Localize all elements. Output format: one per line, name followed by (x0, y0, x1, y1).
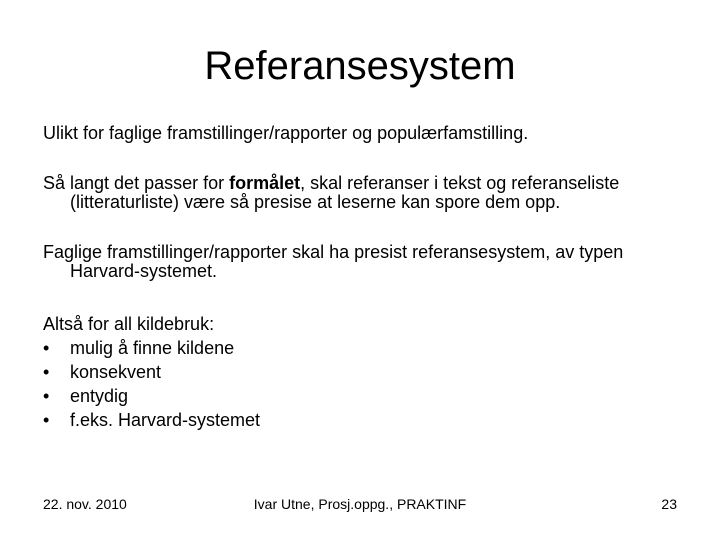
footer-page-number: 23 (661, 496, 677, 512)
footer-author: Ivar Utne, Prosj.oppg., PRAKTINF (253, 496, 467, 512)
slide-body (43, 124, 683, 432)
bullet-item (43, 336, 683, 360)
paragraph-2-post: , skal referanser i tekst og referanseliste (litteraturliste) være så presise at leserne kan spore dem opp. (70, 173, 620, 212)
bullet-item (43, 408, 683, 432)
paragraph-2-pre: Så langt det passer for (43, 173, 230, 193)
bullet-list (43, 336, 683, 432)
bullet-dot: • (43, 410, 50, 430)
bullet-dot: • (43, 338, 50, 358)
bullet-text: f.eks. Harvard-systemet (70, 410, 261, 430)
footer-date: 22. nov. 2010 (43, 496, 127, 512)
bullet-item (43, 384, 683, 408)
bullet-text: mulig å finne kildene (70, 338, 235, 358)
slide-title: Referansesystem (204, 44, 516, 88)
bullet-item (43, 360, 683, 384)
paragraph-1: Ulikt for faglige framstillinger/rapporter og populærfamstilling. (43, 123, 529, 143)
paragraph-4 (43, 312, 683, 432)
paragraph-2 (43, 174, 683, 212)
paragraph-2-bold: formålet (229, 173, 301, 193)
bullet-dot: • (43, 362, 50, 382)
bullet-text: konsekvent (70, 362, 162, 382)
paragraph-4-intro: Altså for all kildebruk: (43, 314, 215, 334)
paragraph-3: Faglige framstillinger/rapporter skal ha presist referansesystem, av typen Harvard-systemet. (43, 242, 624, 281)
bullet-dot: • (43, 386, 50, 406)
bullet-text: entydig (70, 386, 129, 406)
